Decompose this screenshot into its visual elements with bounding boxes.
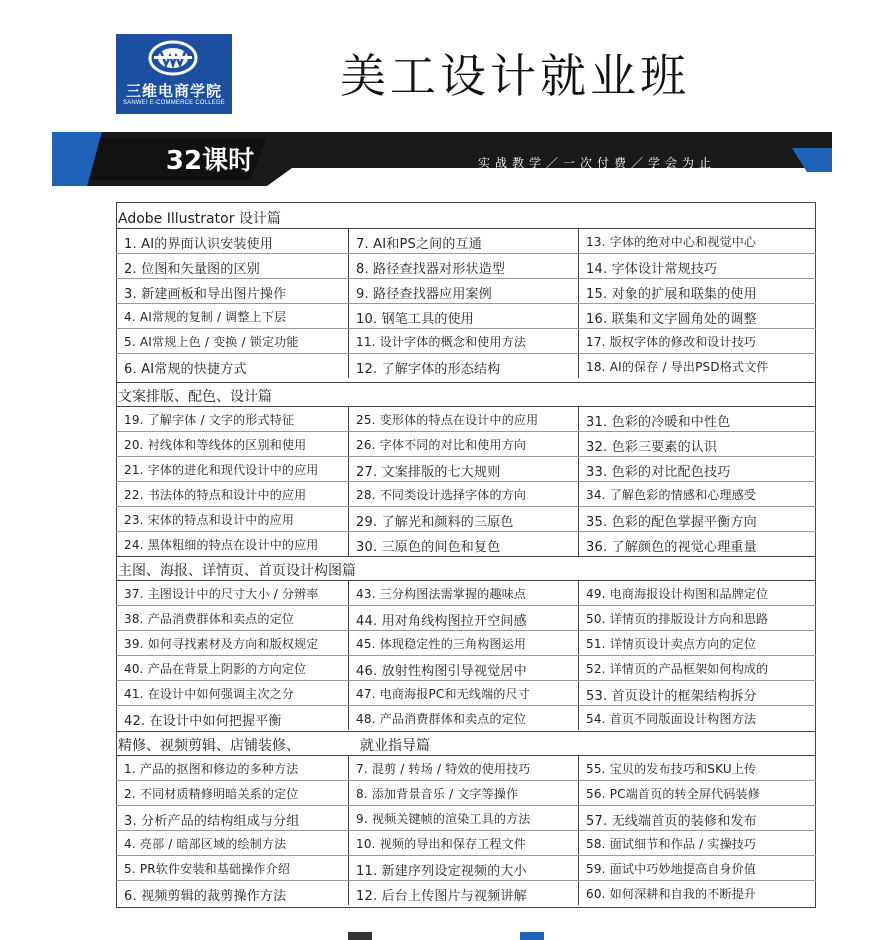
- row-divider: [116, 278, 816, 279]
- lesson-item: 54. 首页不同版面设计构图方法: [586, 712, 757, 726]
- lesson-item: 57. 无线端首页的装修和发布: [586, 814, 757, 829]
- lesson-item: 17. 版权字体的修改和设计技巧: [586, 335, 757, 349]
- lesson-item: 56. PC端首页的转全屏代码装修: [586, 787, 760, 801]
- lesson-item: 33. 色彩的对比配色技巧: [586, 465, 731, 480]
- lesson-item: 22. 书法体的特点和设计中的应用: [124, 488, 307, 502]
- lesson-item: 41. 在设计中如何强调主次之分: [124, 687, 295, 701]
- lesson-item: 5. AI常规上色 / 变换 / 锁定功能: [124, 335, 299, 349]
- lesson-item: 32. 色彩三要素的认识: [586, 440, 718, 455]
- section-divider: [116, 731, 816, 732]
- section-header-line: [116, 755, 816, 756]
- lesson-item: 3. 新建画板和导出图片操作: [124, 287, 287, 302]
- lesson-item: 28. 不同类设计选择字体的方向: [356, 488, 527, 502]
- lesson-item: 21. 字体的进化和现代设计中的应用: [124, 463, 319, 477]
- lesson-item: 37. 主图设计中的尺寸大小 / 分辨率: [124, 587, 319, 601]
- lesson-item: 34. 了解色彩的情感和心理感受: [586, 488, 757, 502]
- row-divider: [116, 780, 816, 781]
- lesson-item: 38. 产品消费群体和卖点的定位: [124, 612, 295, 626]
- lesson-item: 1. AI的界面认识安装使用: [124, 237, 274, 252]
- lesson-item: 6. AI常规的快捷方式: [124, 362, 247, 377]
- row-divider: [116, 506, 816, 507]
- section-title: 精修、视频剪辑、店铺装修、: [118, 738, 300, 754]
- lesson-item: 8. 添加背景音乐 / 文字等操作: [356, 787, 519, 801]
- lesson-item: 35. 色彩的配色掌握平衡方向: [586, 515, 757, 530]
- lesson-item: 47. 电商海报PC和无线端的尺寸: [356, 687, 530, 701]
- lesson-item: 51. 详情页设计卖点方向的定位: [586, 637, 757, 651]
- lesson-item: 53. 首页设计的框架结构拆分: [586, 689, 757, 704]
- row-divider: [116, 630, 816, 631]
- lesson-item: 12. 后台上传图片与视频讲解: [356, 889, 527, 904]
- row-divider: [116, 253, 816, 254]
- lesson-item: 19. 了解字体 / 文字的形式特征: [124, 413, 295, 427]
- bottom-decoration: [520, 932, 544, 940]
- lesson-item: 10. 视频的导出和保存工程文件: [356, 837, 527, 851]
- lesson-item: 31. 色彩的冷暖和中性色: [586, 415, 731, 430]
- lesson-item: 27. 文案排版的七大规则: [356, 465, 501, 480]
- lesson-item: 3. 分析产品的结构组成与分组: [124, 814, 300, 829]
- lesson-item: 11. 新建序列设定视频的大小: [356, 864, 527, 879]
- row-divider: [116, 605, 816, 606]
- row-divider: [116, 880, 816, 881]
- lesson-item: 50. 详情页的排版设计方向和思路: [586, 612, 769, 626]
- lesson-item: 55. 宝贝的发布技巧和SKU上传: [586, 762, 757, 776]
- lesson-item: 60. 如何深耕和自我的不断提升: [586, 887, 757, 901]
- row-divider: [116, 855, 816, 856]
- lesson-item: 1. 产品的抠图和修边的多种方法: [124, 762, 299, 776]
- section-header-line: [116, 406, 816, 407]
- lesson-item: 26. 字体不同的对比和使用方向: [356, 438, 527, 452]
- lesson-item: 8. 路径查找器对形状造型: [356, 262, 506, 277]
- row-divider: [116, 353, 816, 354]
- lesson-item: 43. 三分构图法需掌握的趣味点: [356, 587, 527, 601]
- lesson-item: 12. 了解字体的形态结构: [356, 362, 501, 377]
- lesson-item: 58. 面试细节和作品 / 实操技巧: [586, 837, 757, 851]
- lesson-item: 30. 三原色的间色和复色: [356, 540, 501, 555]
- logo-chinese-name: 三维电商学院: [125, 82, 222, 100]
- section-title: 文案排版、配色、设计篇: [118, 389, 272, 405]
- row-divider: [116, 705, 816, 706]
- lesson-item: 52. 详情页的产品框架如何构成的: [586, 662, 769, 676]
- college-emblem-icon: [148, 40, 198, 76]
- lesson-item: 18. AI的保存 / 导出PSD格式文件: [586, 360, 769, 374]
- bottom-decoration: [348, 932, 372, 940]
- lesson-item: 4. AI常规的复制 / 调整上下层: [124, 310, 287, 324]
- lesson-item: 42. 在设计中如何把握平衡: [124, 714, 282, 729]
- section-title: Adobe Illustrator 设计篇: [118, 211, 281, 227]
- logo-english-name: SANWEI E-COMMERCE COLLEGE: [122, 100, 225, 106]
- lesson-item: 24. 黑体粗细的特点在设计中的应用: [124, 538, 319, 552]
- slogan: 实战教学／一次付费／学会为止: [478, 156, 717, 170]
- row-divider: [116, 328, 816, 329]
- section-header-line: [116, 228, 816, 229]
- lesson-item: 59. 面试中巧妙地提高自身价值: [586, 862, 757, 876]
- section-divider: [116, 382, 816, 383]
- lesson-item: 7. 混剪 / 转场 / 特效的使用技巧: [356, 762, 531, 776]
- lesson-item: 48. 产品消费群体和卖点的定位: [356, 712, 527, 726]
- row-divider: [116, 481, 816, 482]
- page-title: 美工设计就业班: [340, 49, 690, 103]
- lesson-item: 5. PR软件安装和基础操作介绍: [124, 862, 291, 876]
- course-hours: 32课时: [165, 146, 255, 176]
- row-divider: [116, 680, 816, 681]
- row-divider: [116, 805, 816, 806]
- lesson-item: 10. 钢笔工具的使用: [356, 312, 475, 327]
- section-header-line: [116, 580, 816, 581]
- row-divider: [116, 303, 816, 304]
- row-divider: [116, 830, 816, 831]
- section-title-guide: 就业指导篇: [360, 738, 430, 754]
- lesson-item: 15. 对象的扩展和联集的使用: [586, 287, 757, 302]
- lesson-item: 14. 字体设计常规技巧: [586, 262, 718, 277]
- lesson-item: 44. 用对角线构图拉开空间感: [356, 614, 527, 629]
- lesson-item: 13. 字体的绝对中心和视觉中心: [586, 235, 757, 249]
- row-divider: [116, 456, 816, 457]
- lesson-item: 20. 衬线体和等线体的区别和使用: [124, 438, 307, 452]
- lesson-item: 45. 体现稳定性的三角构图运用: [356, 637, 527, 651]
- lesson-item: 46. 放射性构图引导视觉居中: [356, 664, 527, 679]
- lesson-item: 39. 如何寻找素材及方向和版权规定: [124, 637, 319, 651]
- lesson-item: 23. 宋体的特点和设计中的应用: [124, 513, 295, 527]
- lesson-item: 40. 产品在背景上阴影的方向定位: [124, 662, 307, 676]
- row-divider: [116, 655, 816, 656]
- lesson-item: 29. 了解光和颜料的三原色: [356, 515, 514, 530]
- section-title: 主图、海报、详情页、首页设计构图篇: [118, 563, 356, 579]
- lesson-item: 9. 路径查找器应用案例: [356, 287, 492, 302]
- lesson-item: 49. 电商海报设计构图和品牌定位: [586, 587, 769, 601]
- lesson-item: 7. AI和PS之间的互通: [356, 237, 482, 252]
- row-divider: [116, 431, 816, 432]
- section-divider: [116, 556, 816, 557]
- college-logo: [116, 34, 232, 114]
- lesson-item: 2. 不同材质精修明暗关系的定位: [124, 787, 299, 801]
- row-divider: [116, 531, 816, 532]
- lesson-item: 6. 视频剪辑的裁剪操作方法: [124, 889, 287, 904]
- lesson-item: 2. 位图和矢量图的区别: [124, 262, 260, 277]
- lesson-item: 4. 亮部 / 暗部区域的绘制方法: [124, 837, 287, 851]
- lesson-item: 25. 变形体的特点在设计中的应用: [356, 413, 539, 427]
- lesson-item: 11. 设计字体的概念和使用方法: [356, 335, 527, 349]
- lesson-item: 36. 了解颜色的视觉心理重量: [586, 540, 757, 555]
- lesson-item: 9. 视频关键帧的渲染工具的方法: [356, 812, 531, 826]
- lesson-item: 16. 联集和文字圆角处的调整: [586, 312, 757, 327]
